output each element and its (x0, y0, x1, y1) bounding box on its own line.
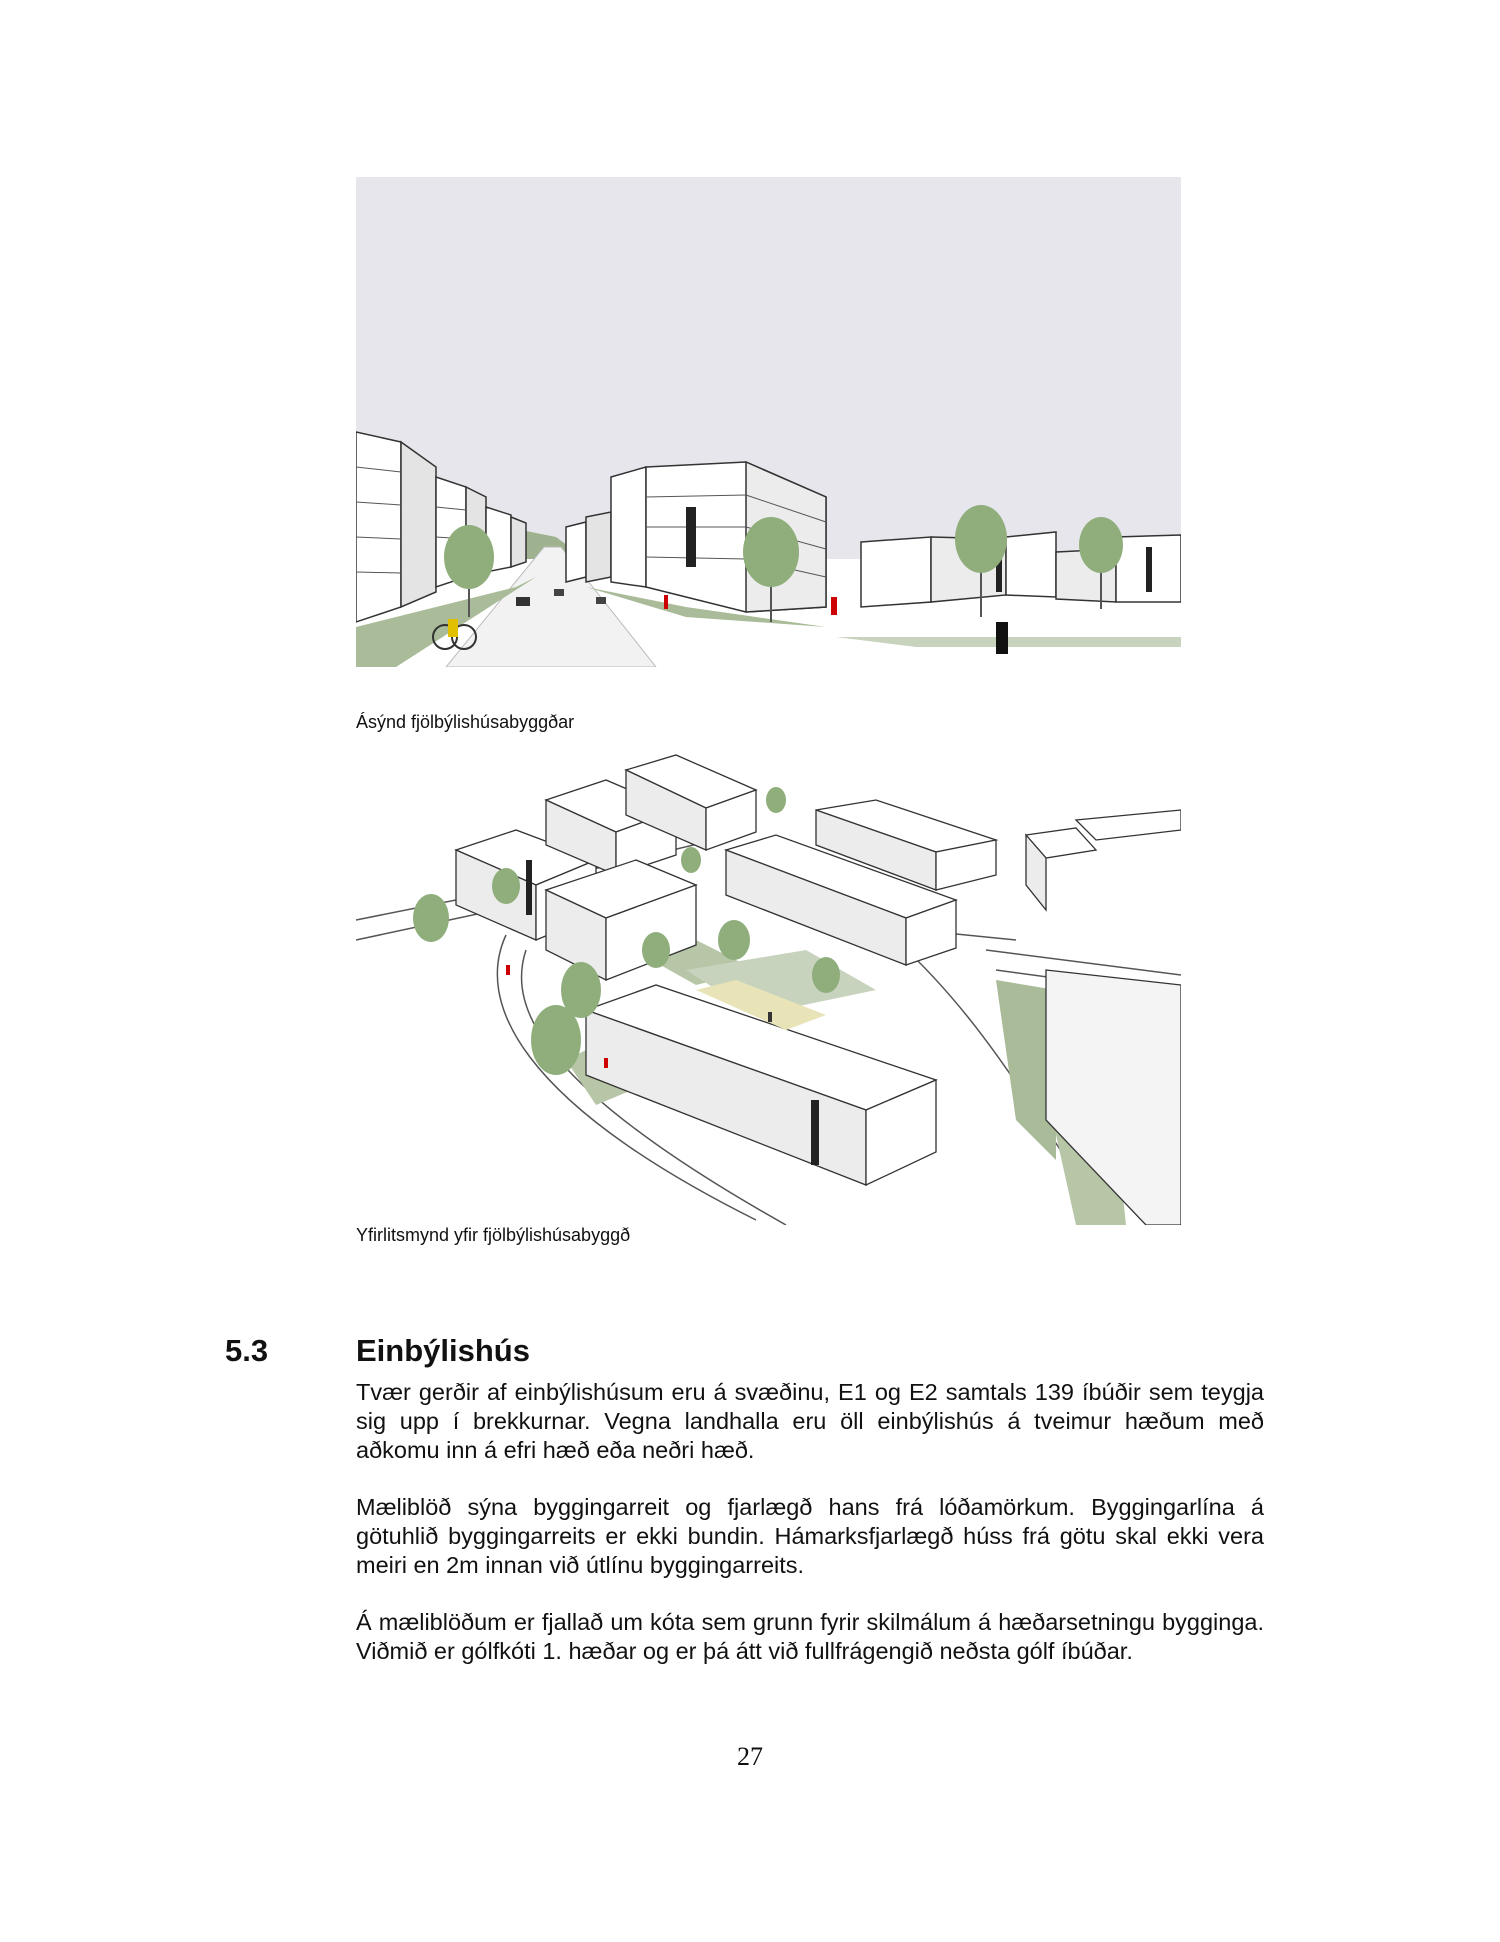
section-number: 5.3 (225, 1333, 269, 1368)
street-perspective-image (356, 177, 1181, 667)
figure-caption: Ásýnd fjölbýlishúsabyggðar (356, 712, 575, 732)
page-number: 27 (737, 1742, 763, 1771)
section-title: Einbýlishús (356, 1333, 530, 1368)
body-paragraph: Á mæliblöðum er fjallað um kóta sem grunn fyrir skilmálum á hæðarsetningu bygginga. Viðmið er gólfkóti 1. hæðar og er þá átt við fullfrágengið neðsta gólf íbúðar. (356, 1609, 1264, 1664)
body-paragraph: Mæliblöð sýna byggingarreit og fjarlægð hans frá lóðamörkum. Byggingarlína á götuhlið byggingarreits er ekki bundin. Hámarksfjarlægð húss frá götu skal ekki vera meiri en 2m innan við útlínu byggingarreits. (356, 1494, 1264, 1578)
body-paragraph: Tvær gerðir af einbýlishúsum eru á svæðinu, E1 og E2 samtals 139 íbúðir sem teygja sig upp í brekkurnar. Vegna landhalla eru öll einbýlishús á tveimur hæðum með aðkomu inn á efri hæð eða neðri hæð. (356, 1379, 1264, 1463)
aerial-overview-image (356, 740, 1181, 1225)
figure-caption: Yfirlitsmynd yfir fjölbýlishúsabyggð (356, 1225, 631, 1245)
